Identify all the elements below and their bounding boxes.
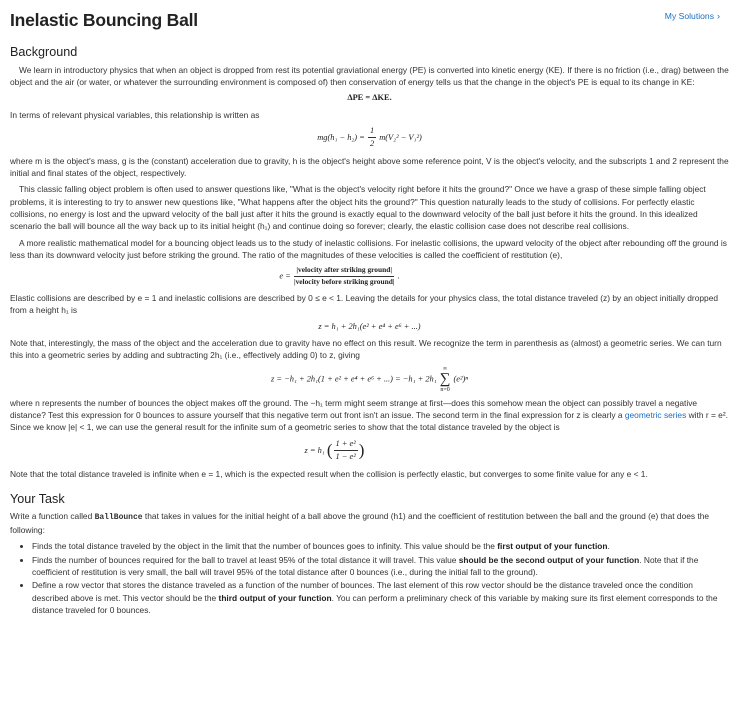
background-heading: Background <box>10 45 78 59</box>
background-paragraph-3: where m is the object's mass, g is the (constant) acceleration due to gravity, h is the object's height above some reference point, V is the object's velocity, and the subscripts 1 and 2 represent the initial and final states of the object, respectively. <box>10 155 729 178</box>
task-list <box>10 540 729 616</box>
background-paragraph-5: A more realistic mathematical model for a bouncing object leads us to the study of inelastic collisions. For inelastic collisions, the upward velocity of the object after rebounding off the ground is less than its downward velocity just before striking the ground. The ratio of the magnitudes of these velocities is called the coefficient of restitution (e), <box>10 237 727 260</box>
equation-energy: ΔPE = ΔKE. <box>347 93 392 103</box>
task-heading: Your Task <box>10 491 65 506</box>
eq2-denominator: 2 <box>369 139 375 149</box>
background-paragraph-2: In terms of relevant physical variables, this relationship is written as <box>10 109 260 120</box>
eq5-sum <box>440 366 451 393</box>
eq3-left: e = <box>279 271 291 281</box>
eq6-numerator: 1 + e² <box>334 438 358 451</box>
eq3-denominator: |velocity before striking ground| <box>293 277 395 287</box>
equation-restitution <box>0 265 729 288</box>
geometric-series-link[interactable]: geometric series <box>624 410 687 421</box>
eq5-left: z = −h₁ + 2h₁(1 + e² + e⁴ + e⁶ + ...) = −h₁ + 2h₁ <box>271 374 437 384</box>
my-solutions-link[interactable] <box>665 10 720 23</box>
task-intro <box>10 510 729 536</box>
eq6-left: z = h₁ <box>304 445 325 455</box>
background-paragraph-1: We learn in introductory physics that when an object is dropped from rest its potential graviational energy (PE) is converted into kinetic energy (KE). If there is no friction (i.e., drag) between the object and the air (or water, or whatever the surrounding environment is composed of) then conservation of energy tells us that the change in the object's PE is equal to its change in KE: <box>10 64 729 87</box>
background-paragraph-4: This classic falling object problem is often used to answer questions like, "What is the object's velocity right before it hits the ground?" Once we have a grasp of these simple falling object problems, it is interesting to try to answer new questions like, "What happens after the object hits the ground?" This question naturally leads to the study of collisions. For perfectly elastic collisions, no energy is lost and the upward velocity of the ball just after it hits the ground is exactly equal to the downward velocity of the ball just before it hits the ground. In this idealized scenario the ball will bounce all the way back up to its initial height (h₁) and continue doing so forever; clearly, the elastic collision case does not describe real collisions. <box>10 184 706 232</box>
p8-text-b: with r = e². Since we know |e| < 1, we can use the general result for the infinite sum of a geometric series to show that the total distance traveled by the object is <box>10 410 728 433</box>
list-item: • Define a row vector that stores the distance traveled as a function of the number of bounces. The last element of this row vector should be the distance traveled once the condition described above is met. This vector should be the third output of your function. You can perform a preliminary check of this variable by making sure its first element corresponds to the distance traveled for 0 bounces. <box>32 579 729 616</box>
background-paragraph-6: Elastic collisions are described by e = 1 and inelastic collisions are described by 0 ≤ e < 1. Leaving the details for your physics class, the total distance traveled (z) by an object initially dropped from a height h₁ is <box>10 293 719 316</box>
eq6-denominator: 1 − e² <box>335 452 356 462</box>
eq2-left: mg(h₁ − h₂) = <box>317 132 365 142</box>
eq3-fraction <box>294 265 395 288</box>
equation-geometric <box>10 366 729 393</box>
eq3-numerator: |velocity after striking ground| <box>294 265 394 277</box>
p8-text-a: where n represents the number of bounces the object makes off the ground. The −h₁ term might seem strange at first—does this somehow mean the object can possibly travel a negative distance? Test this expression for 0 bounces to assure yourself that this negative term out front isn't an issue. The second term in the final expression for z is clearly a <box>10 397 698 421</box>
eq2-fraction <box>368 125 376 151</box>
task-intro-b: that takes in values for the initial height of a ball above the ground (h1) and the coefficient of restitution between the ball and the ground (e) that does the following: <box>10 511 710 536</box>
equation-distance: z = h₁ + 2h₁(e² + e⁴ + e⁶ + ...) <box>318 321 421 331</box>
background-paragraph-7: Note that, interestingly, the mass of the object and the acceleration due to gravity have no effect on this result. We recognize the term in parenthesis as (almost) a geometric series. We can turn this into a geometric series by adding and subtracting 2h₁ (i.e., effectively adding 0) to z, giving <box>10 338 722 361</box>
eq6-fraction <box>334 438 358 464</box>
equation-total: z = h₁ ( $\frac{\text{1 + e²}}{\text{1 − e²}}$ ) <box>0 438 729 464</box>
function-name: BallBounce <box>94 513 143 523</box>
my-solutions-label: My Solutions <box>664 11 714 21</box>
eq5-right: (e²)ⁿ <box>453 374 468 384</box>
header <box>10 6 729 32</box>
sigma-icon: ∑ <box>439 370 451 387</box>
eq2-numerator: 1 <box>368 125 376 138</box>
list-item: • Finds the total distance traveled by the object in the limit that the number of bounces goes to infinity. This value should be the first output of your function. <box>32 540 729 552</box>
eq3-end: . <box>397 271 400 281</box>
background-paragraph-9: Note that the total distance traveled is infinite when e = 1, which is the expected result when the collision is perfectly elastic, but converges to some finite value for any e < 1. <box>10 468 648 479</box>
page-title: Inelastic Bouncing Ball <box>10 10 198 30</box>
chevron-right-icon: › <box>717 11 720 21</box>
eq5-sum-sub: n=0 <box>440 386 450 393</box>
background-paragraph-8 <box>10 397 729 434</box>
task-intro-a: Write a function called <box>10 511 93 522</box>
eq2-right: m(V₂² − V₁²) <box>379 132 422 142</box>
eq5-sum-sup: ∞ <box>442 365 448 372</box>
list-item: • Finds the number of bounces required for the ball to travel at least 95% of the total distance it will travel. This value should be the second output of your function. Note that if the coefficient of restitution is very small, the ball will travel 95% of the total distance after 0 bounces (i.e., during the initial fall to the ground). <box>32 554 729 579</box>
equation-physical <box>10 125 729 151</box>
